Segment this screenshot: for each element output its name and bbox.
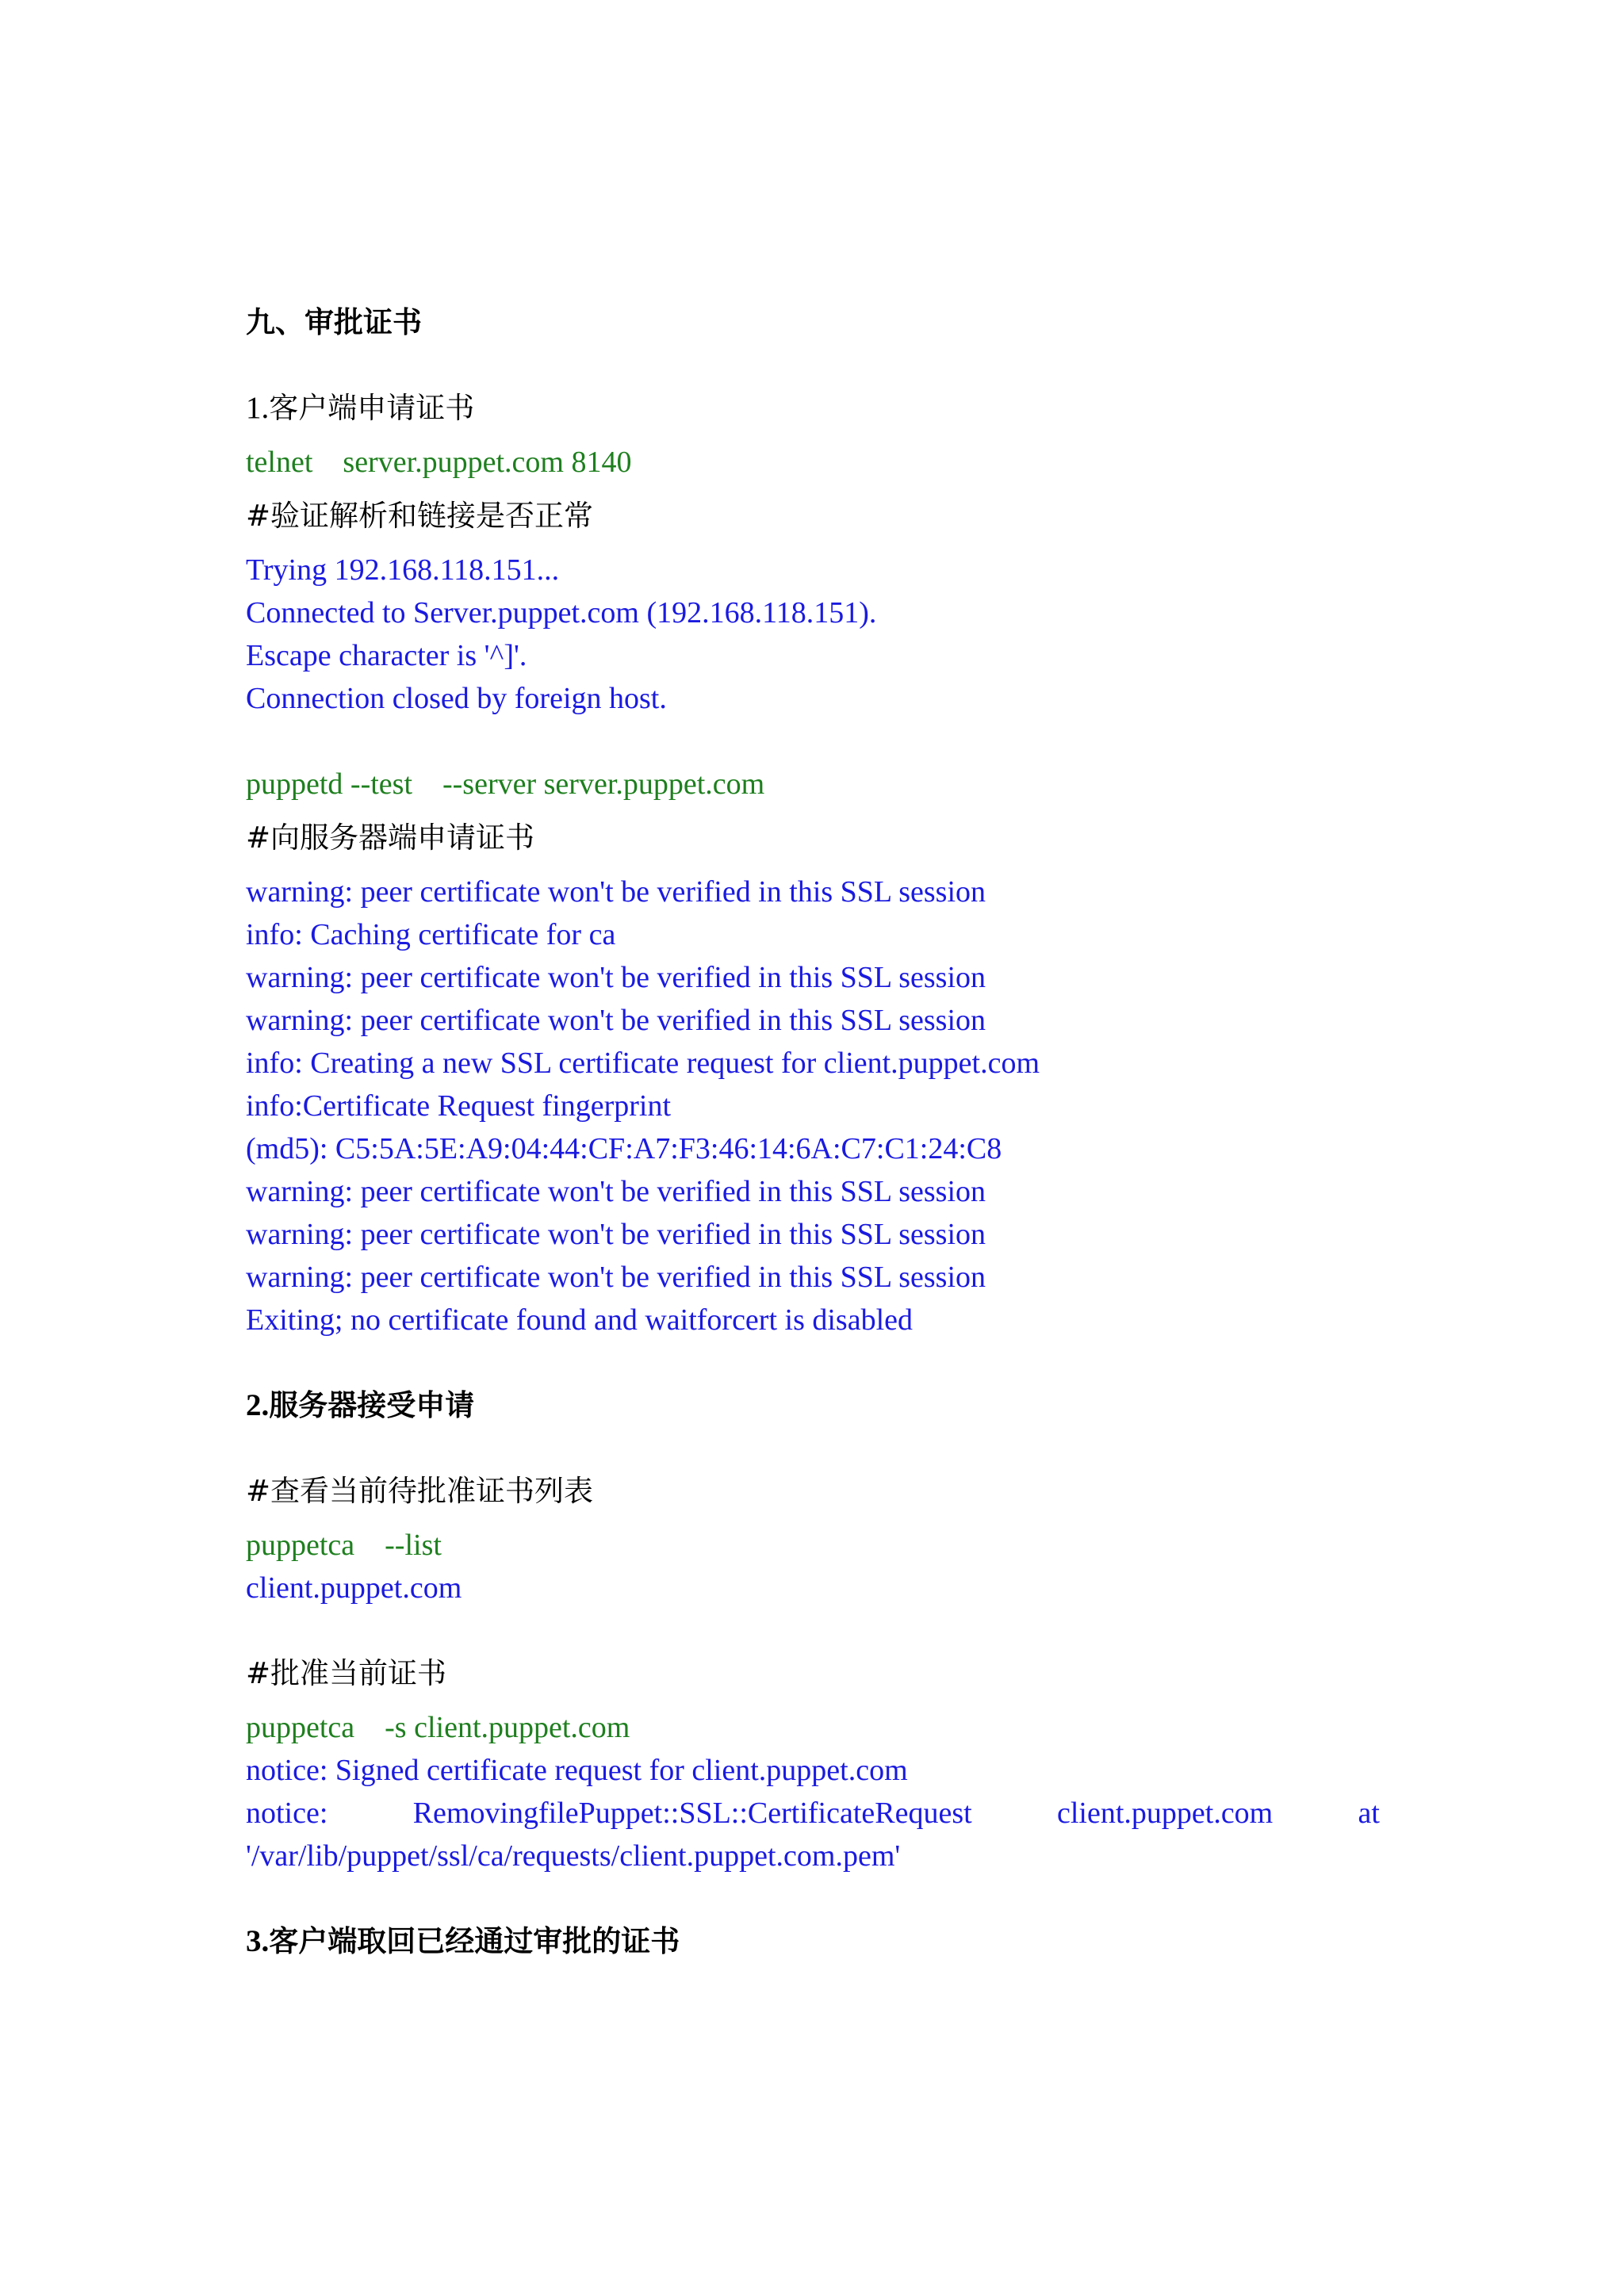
step2-number: 2. <box>246 1388 270 1422</box>
output-line: Connected to Server.puppet.com (192.168.118.151). <box>246 596 877 629</box>
output-word: at <box>1358 1797 1380 1830</box>
step1-heading <box>246 387 1380 430</box>
output-line-justified <box>246 1792 1380 1835</box>
step3-heading <box>246 1920 1380 1963</box>
puppetd-output <box>246 871 1380 1341</box>
output-line: info: Creating a new SSL certificate request for client.puppet.com <box>246 1047 1040 1080</box>
output-line: warning: peer certificate won't be verified in this SSL session <box>246 1175 986 1208</box>
output-line: Escape character is '^]'. <box>246 639 527 672</box>
telnet-output <box>246 549 1380 720</box>
output-line: warning: peer certificate won't be verified in this SSL session <box>246 1004 986 1037</box>
step2-heading <box>246 1384 1380 1427</box>
section-title: 九、审批证书 <box>246 305 422 339</box>
output-line: client.puppet.com <box>246 1571 462 1605</box>
step1-number: 1. <box>246 391 270 425</box>
note-request-cert: #向服务器端申请证书 <box>246 821 535 855</box>
puppetca-list-command: puppetca --list <box>246 1529 442 1562</box>
output-line: notice: Signed certificate request for client.puppet.com <box>246 1754 908 1787</box>
step1-label: 客户端申请证书 <box>269 391 475 425</box>
output-line: Trying 192.168.118.151... <box>246 553 560 587</box>
note-approve-cert: #批准当前证书 <box>246 1656 447 1690</box>
note-verify-connection: #验证解析和链接是否正常 <box>246 499 594 533</box>
output-line: warning: peer certificate won't be verified in this SSL session <box>246 961 986 994</box>
output-line: (md5): C5:5A:5E:A9:04:44:CF:A7:F3:46:14:6A:C7:C1:24:C8 <box>246 1132 1002 1165</box>
output-line: info: Caching certificate for ca <box>246 918 616 951</box>
step3-label: 客户端取回已经通过审批的证书 <box>269 1924 680 1958</box>
document-page <box>246 301 1380 1963</box>
output-line: info:Certificate Request fingerprint <box>246 1089 672 1123</box>
output-word: client.puppet.com <box>1056 1797 1274 1830</box>
output-word: RemovingfilePuppet::SSL::CertificateRequest <box>412 1797 972 1830</box>
note-list-pending: #查看当前待批准证书列表 <box>246 1474 594 1508</box>
step2-label: 服务器接受申请 <box>269 1388 475 1422</box>
telnet-command: telnet server.puppet.com 8140 <box>246 446 632 479</box>
output-line: '/var/lib/puppet/ssl/ca/requests/client.puppet.com.pem' <box>246 1839 901 1873</box>
output-line: warning: peer certificate won't be verified in this SSL session <box>246 875 986 909</box>
output-word: notice: <box>246 1797 328 1830</box>
puppetd-command: puppetd --test --server server.puppet.com <box>246 767 765 801</box>
step3-number: 3. <box>246 1924 270 1958</box>
output-line: warning: peer certificate won't be verified in this SSL session <box>246 1218 986 1251</box>
output-line: Exiting; no certificate found and waitforcert is disabled <box>246 1303 913 1337</box>
puppetca-sign-command: puppetca -s client.puppet.com <box>246 1711 630 1744</box>
output-line: warning: peer certificate won't be verified in this SSL session <box>246 1261 986 1294</box>
output-line: Connection closed by foreign host. <box>246 682 667 715</box>
